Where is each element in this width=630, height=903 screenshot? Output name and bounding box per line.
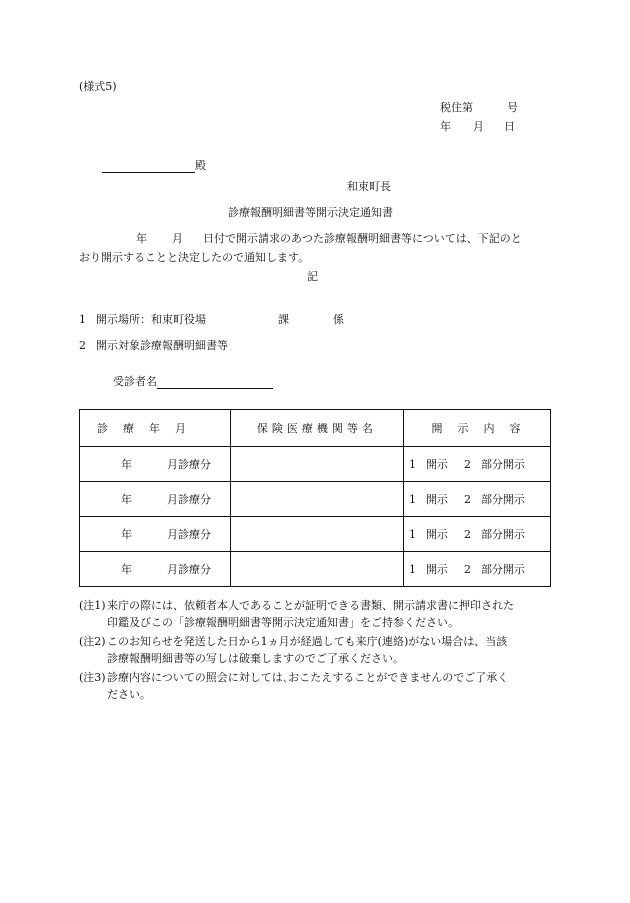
option-1-number: 1 <box>408 493 416 506</box>
addressee-suffix: 殿 <box>195 159 206 172</box>
date-month: 月 <box>473 120 484 133</box>
header-content <box>403 410 550 447</box>
note-1-tag: (注1) <box>79 599 106 612</box>
ki-mark: 記 <box>307 270 318 283</box>
body-line-1 <box>136 232 522 246</box>
note-2-line-1: このお知らせを発送した日から1ヵ月が経過しても来庁(連絡)がない場合は、当該 <box>107 635 508 648</box>
cell-institution[interactable] <box>230 552 403 587</box>
item-2-number: 2 <box>79 339 86 352</box>
header-content-text: 開 示 内 容 <box>431 422 523 435</box>
cell-month <box>80 552 231 587</box>
reference-date <box>440 120 515 134</box>
table-row <box>80 482 551 517</box>
table-row <box>80 517 551 552</box>
cell-content <box>403 482 550 517</box>
cell-year: 年 <box>121 458 132 471</box>
sender: 和束町長 <box>347 180 391 193</box>
option-partial-disclose[interactable]: 部分開示 <box>480 458 525 471</box>
option-2-number: 2 <box>463 563 471 576</box>
cell-month-label: 月診療分 <box>167 458 211 471</box>
option-2-number: 2 <box>463 528 471 541</box>
patient-name-blank <box>157 376 273 389</box>
item-1 <box>79 313 344 327</box>
table-row <box>80 447 551 482</box>
note-1 <box>79 597 554 631</box>
date-day: 日 <box>504 120 515 133</box>
patient-name <box>113 375 273 389</box>
option-disclose[interactable]: 開示 <box>425 458 448 471</box>
cell-month <box>80 447 231 482</box>
option-1-number: 1 <box>408 563 416 576</box>
option-1-number: 1 <box>408 458 416 471</box>
option-disclose[interactable]: 開示 <box>425 563 448 576</box>
item-1-number: 1 <box>79 313 86 326</box>
note-3-line-1: 診療内容についての照会に対しては､おこたえすることができませんのでご了承く <box>107 671 509 684</box>
cell-content <box>403 552 550 587</box>
item-1-label: 開示場所：和束町役場 <box>96 313 206 326</box>
item-2 <box>79 339 228 353</box>
option-2-number: 2 <box>463 493 471 506</box>
body-line-2: おり開示することと決定したので通知します。 <box>79 251 310 264</box>
body-month: 月 <box>172 232 183 245</box>
header-month-text: 診 療 年 月 <box>97 422 188 435</box>
note-3 <box>79 669 554 703</box>
body-text: 日付で開示請求のあつた診療報酬明細書等については、下記のと <box>203 232 522 245</box>
option-partial-disclose[interactable]: 部分開示 <box>480 493 525 506</box>
option-partial-disclose[interactable]: 部分開示 <box>480 528 525 541</box>
header-institution-text: 保険医療機関等名 <box>256 422 377 435</box>
cell-month-label: 月診療分 <box>167 563 211 576</box>
note-2 <box>79 633 554 667</box>
form-label: (様式5) <box>79 80 117 93</box>
table-row <box>80 552 551 587</box>
option-disclose[interactable]: 開示 <box>425 493 448 506</box>
note-1-line-1: 来庁の際には、依頼者本人であることが証明できる書類、開示請求書に押印された <box>107 599 514 612</box>
cell-content <box>403 517 550 552</box>
body-year: 年 <box>136 232 147 245</box>
note-3-tag: (注3) <box>79 671 106 684</box>
cell-month-label: 月診療分 <box>167 528 211 541</box>
option-1-number: 1 <box>408 528 416 541</box>
document-title: 診療報酬明細書等開示決定通知書 <box>228 206 393 219</box>
cell-month <box>80 482 231 517</box>
item-1-ka: 課 <box>278 313 289 326</box>
cell-year: 年 <box>121 493 132 506</box>
addressee <box>102 159 206 173</box>
note-3-line-2: ださい。 <box>107 688 151 701</box>
date-year: 年 <box>440 120 451 133</box>
note-1-line-2: 印鑑及びこの「診療報酬明細書等開示決定通知書」をご持参ください。 <box>107 616 459 629</box>
reference-number-suffix: 号 <box>507 101 518 114</box>
note-2-tag: (注2) <box>79 635 106 648</box>
cell-institution[interactable] <box>230 517 403 552</box>
reference-number <box>440 101 518 115</box>
reference-number-prefix: 税住第 <box>440 101 473 114</box>
note-2-line-2: 診療報酬明細書等の写しは破棄しますのでご了承ください。 <box>107 652 404 665</box>
item-2-label: 開示対象診療報酬明細書等 <box>96 339 228 352</box>
cell-month <box>80 517 231 552</box>
option-disclose[interactable]: 開示 <box>425 528 448 541</box>
option-partial-disclose[interactable]: 部分開示 <box>480 563 525 576</box>
header-month <box>80 410 231 447</box>
cell-content <box>403 447 550 482</box>
cell-month-label: 月診療分 <box>167 493 211 506</box>
cell-institution[interactable] <box>230 482 403 517</box>
table-header-row <box>80 410 551 447</box>
addressee-blank <box>102 160 195 173</box>
patient-name-label: 受診者名 <box>113 375 157 388</box>
cell-year: 年 <box>121 563 132 576</box>
cell-institution[interactable] <box>230 447 403 482</box>
disclosure-table <box>79 409 551 587</box>
cell-year: 年 <box>121 528 132 541</box>
option-2-number: 2 <box>463 458 471 471</box>
item-1-kakari: 係 <box>333 313 344 326</box>
header-institution <box>230 410 403 447</box>
